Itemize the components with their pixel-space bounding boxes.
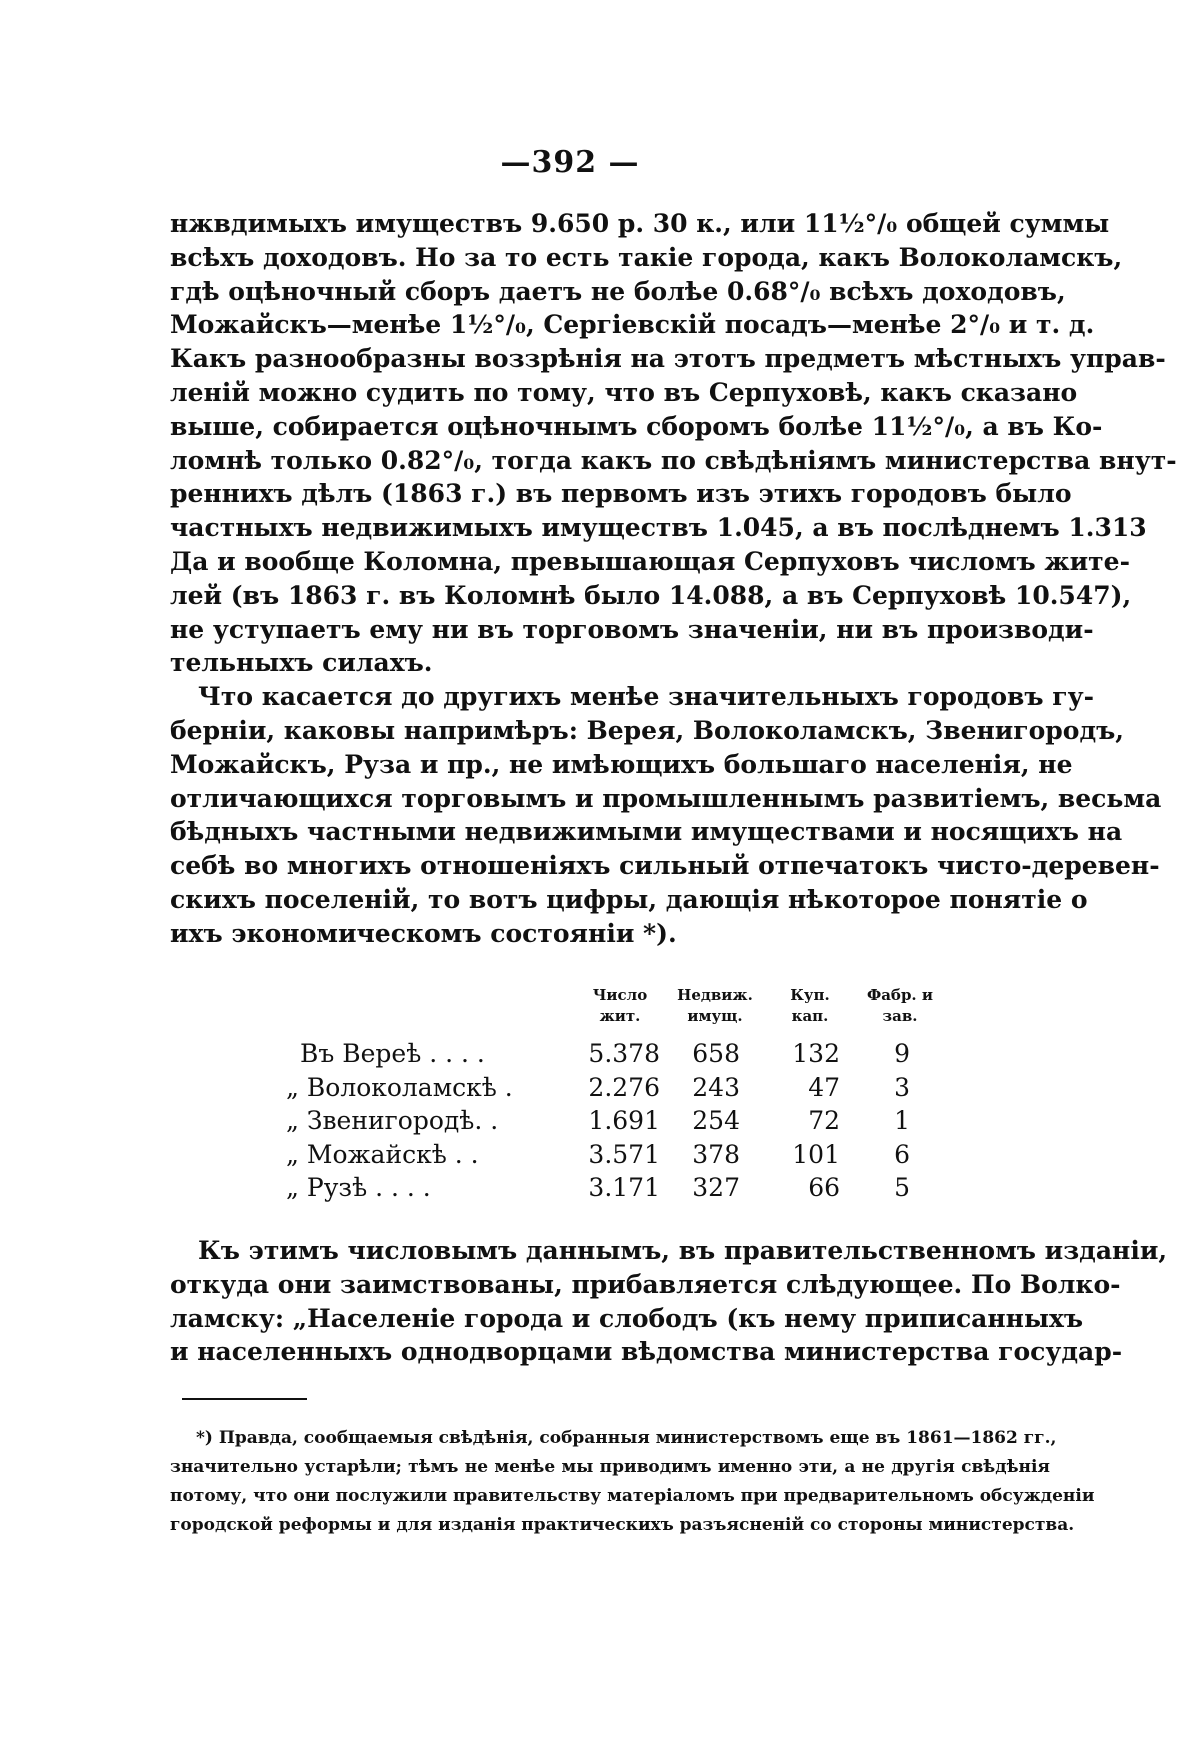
text-line: бѣдныхъ частными недвижимыми имуществами и носящихъ на bbox=[170, 817, 1123, 847]
main-text bbox=[170, 207, 1177, 951]
text-line: ламску: „Населеніе города и слободъ (къ нему приписанныхъ bbox=[170, 1303, 1084, 1333]
text-line: Къ этимъ числовымъ даннымъ, въ правительственномъ изданіи, bbox=[198, 1236, 1168, 1265]
property-cell: 658 bbox=[692, 1039, 740, 1068]
factories-cell: 5 bbox=[894, 1173, 910, 1203]
population-cell: 3.171 bbox=[588, 1173, 660, 1203]
header-line: имущ. bbox=[687, 1007, 743, 1025]
population-cell: 5.378 bbox=[588, 1039, 660, 1068]
town-name: „ Волоколамскѣ . bbox=[286, 1072, 513, 1102]
factories-cell: 6 bbox=[894, 1139, 910, 1169]
footnote-divider bbox=[182, 1398, 307, 1400]
column-header bbox=[860, 985, 940, 1027]
footnote-line: значительно устарѣли; тѣмъ не менѣе мы приводимъ именно эти, а не другія свѣдѣнія bbox=[170, 1457, 1050, 1477]
factories-cell: 3 bbox=[894, 1072, 910, 1102]
town-name: „ Звенигородѣ. . bbox=[286, 1106, 499, 1136]
footnote-line: *) Правда, сообщаемыя свѣдѣнія, собранныя министерствомъ еще въ 1861—1862 гг., bbox=[196, 1428, 1057, 1448]
capital-cell: 47 bbox=[808, 1072, 840, 1102]
text-line: и населенныхъ однодворцами вѣдомства министерства государ- bbox=[170, 1337, 1123, 1367]
footnote-line: городской реформы и для изданія практическихъ разъясненій со стороны министерства. bbox=[170, 1515, 1075, 1535]
text-line: реннихъ дѣлъ (1863 г.) въ первомъ изъ этихъ городовъ было bbox=[170, 479, 1072, 509]
header-line: Куп. bbox=[790, 986, 830, 1004]
factories-cell: 9 bbox=[894, 1039, 910, 1068]
text-line: Что касается до другихъ менѣе значительныхъ городовъ гу- bbox=[198, 682, 1094, 712]
column-header bbox=[580, 985, 660, 1027]
town-name: Въ Вереѣ . . . . bbox=[300, 1039, 485, 1068]
property-cell: 327 bbox=[692, 1173, 740, 1203]
text-line: не уступаетъ ему ни въ торговомъ значеніи, ни въ производи- bbox=[170, 614, 1094, 644]
text-line: гдѣ оцѣночный сборъ даетъ не болѣе 0.68°/₀ всѣхъ доходовъ, bbox=[170, 276, 1066, 306]
text-line: выше, собирается оцѣночнымъ сборомъ болѣе 11½°/₀, а въ Ко- bbox=[170, 411, 1103, 441]
header-line: зав. bbox=[882, 1007, 918, 1025]
population-cell: 3.571 bbox=[588, 1139, 660, 1169]
property-cell: 378 bbox=[692, 1139, 740, 1169]
text-line: отличающихся торговымъ и промышленнымъ развитіемъ, весьма bbox=[170, 783, 1162, 813]
table-row bbox=[286, 1138, 980, 1172]
town-name: „ Можайскѣ . . bbox=[286, 1139, 479, 1169]
capital-cell: 72 bbox=[808, 1106, 840, 1136]
table-row bbox=[286, 1071, 980, 1105]
header-line: Недвиж. bbox=[677, 986, 753, 1004]
text-line: скихъ поселеній, то вотъ цифры, дающія нѣкоторое понятіе о bbox=[170, 884, 1088, 914]
page-number: —392 — bbox=[500, 145, 640, 180]
population-cell: 2.276 bbox=[588, 1072, 660, 1102]
text-line: всѣхъ доходовъ. Но за то есть такіе города, какъ Волоколамскъ, bbox=[170, 242, 1123, 272]
text-line: Да и вообще Коломна, превышающая Серпуховъ числомъ жите- bbox=[170, 546, 1130, 576]
text-line: берніи, каковы напримѣръ: Верея, Волоколамскъ, Звенигородъ, bbox=[170, 715, 1125, 745]
footnote-line: потому, что они послужили правительству матеріаломъ при предварительномъ обсужденіи bbox=[170, 1486, 1095, 1506]
text-line: ломнѣ только 0.82°/₀, тогда какъ по свѣдѣніямъ министерства внут- bbox=[170, 445, 1177, 475]
capital-cell: 132 bbox=[792, 1039, 840, 1068]
text-line: откуда они заимствованы, прибавляется слѣдующее. По Волко- bbox=[170, 1269, 1121, 1299]
column-header bbox=[775, 985, 845, 1027]
capital-cell: 66 bbox=[808, 1173, 840, 1203]
population-cell: 1.691 bbox=[588, 1106, 660, 1136]
header-line: кап. bbox=[791, 1007, 829, 1025]
town-name: „ Рузѣ . . . . bbox=[286, 1173, 431, 1203]
text-line: частныхъ недвижимыхъ имуществъ 1.045, а въ послѣднемъ 1.313 bbox=[170, 513, 1147, 543]
text-line: ихъ экономическомъ состояніи *). bbox=[170, 918, 677, 948]
table-header bbox=[300, 985, 980, 1037]
header-line: Число bbox=[592, 986, 648, 1004]
statistics-table bbox=[286, 985, 980, 1205]
column-header bbox=[670, 985, 760, 1027]
text-line: Можайскъ, Руза и пр., не имѣющихъ большаго населенія, не bbox=[170, 749, 1073, 779]
text-line: Можайскъ—менѣе 1½°/₀, Сергіевскій посадъ—менѣе 2°/₀ и т. д. bbox=[170, 310, 1095, 340]
closing-paragraph bbox=[170, 1234, 1168, 1369]
table-row bbox=[286, 1104, 980, 1138]
text-line: нжвдимыхъ имуществъ 9.650 р. 30 к., или 11½°/₀ общей суммы bbox=[170, 209, 1110, 238]
header-line: жит. bbox=[599, 1007, 641, 1025]
text-line: Какъ разнообразны воззрѣнія на этотъ предметъ мѣстныхъ управ- bbox=[170, 344, 1166, 374]
text-line: леній можно судить по тому, что въ Серпуховѣ, какъ сказано bbox=[170, 377, 1078, 407]
text-line: тельныхъ силахъ. bbox=[170, 648, 433, 678]
text-line: себѣ во многихъ отношеніяхъ сильный отпечатокъ чисто-деревен- bbox=[170, 851, 1160, 881]
text-line: лей (въ 1863 г. въ Коломнѣ было 14.088, а въ Серпуховѣ 10.547), bbox=[170, 580, 1132, 610]
table-row bbox=[286, 1171, 980, 1205]
header-line: Фабр. и bbox=[866, 986, 933, 1004]
table-row bbox=[300, 1037, 980, 1071]
property-cell: 243 bbox=[692, 1072, 740, 1102]
footnote bbox=[170, 1424, 1095, 1540]
factories-cell: 1 bbox=[894, 1106, 910, 1136]
capital-cell: 101 bbox=[792, 1139, 840, 1169]
property-cell: 254 bbox=[692, 1106, 740, 1136]
